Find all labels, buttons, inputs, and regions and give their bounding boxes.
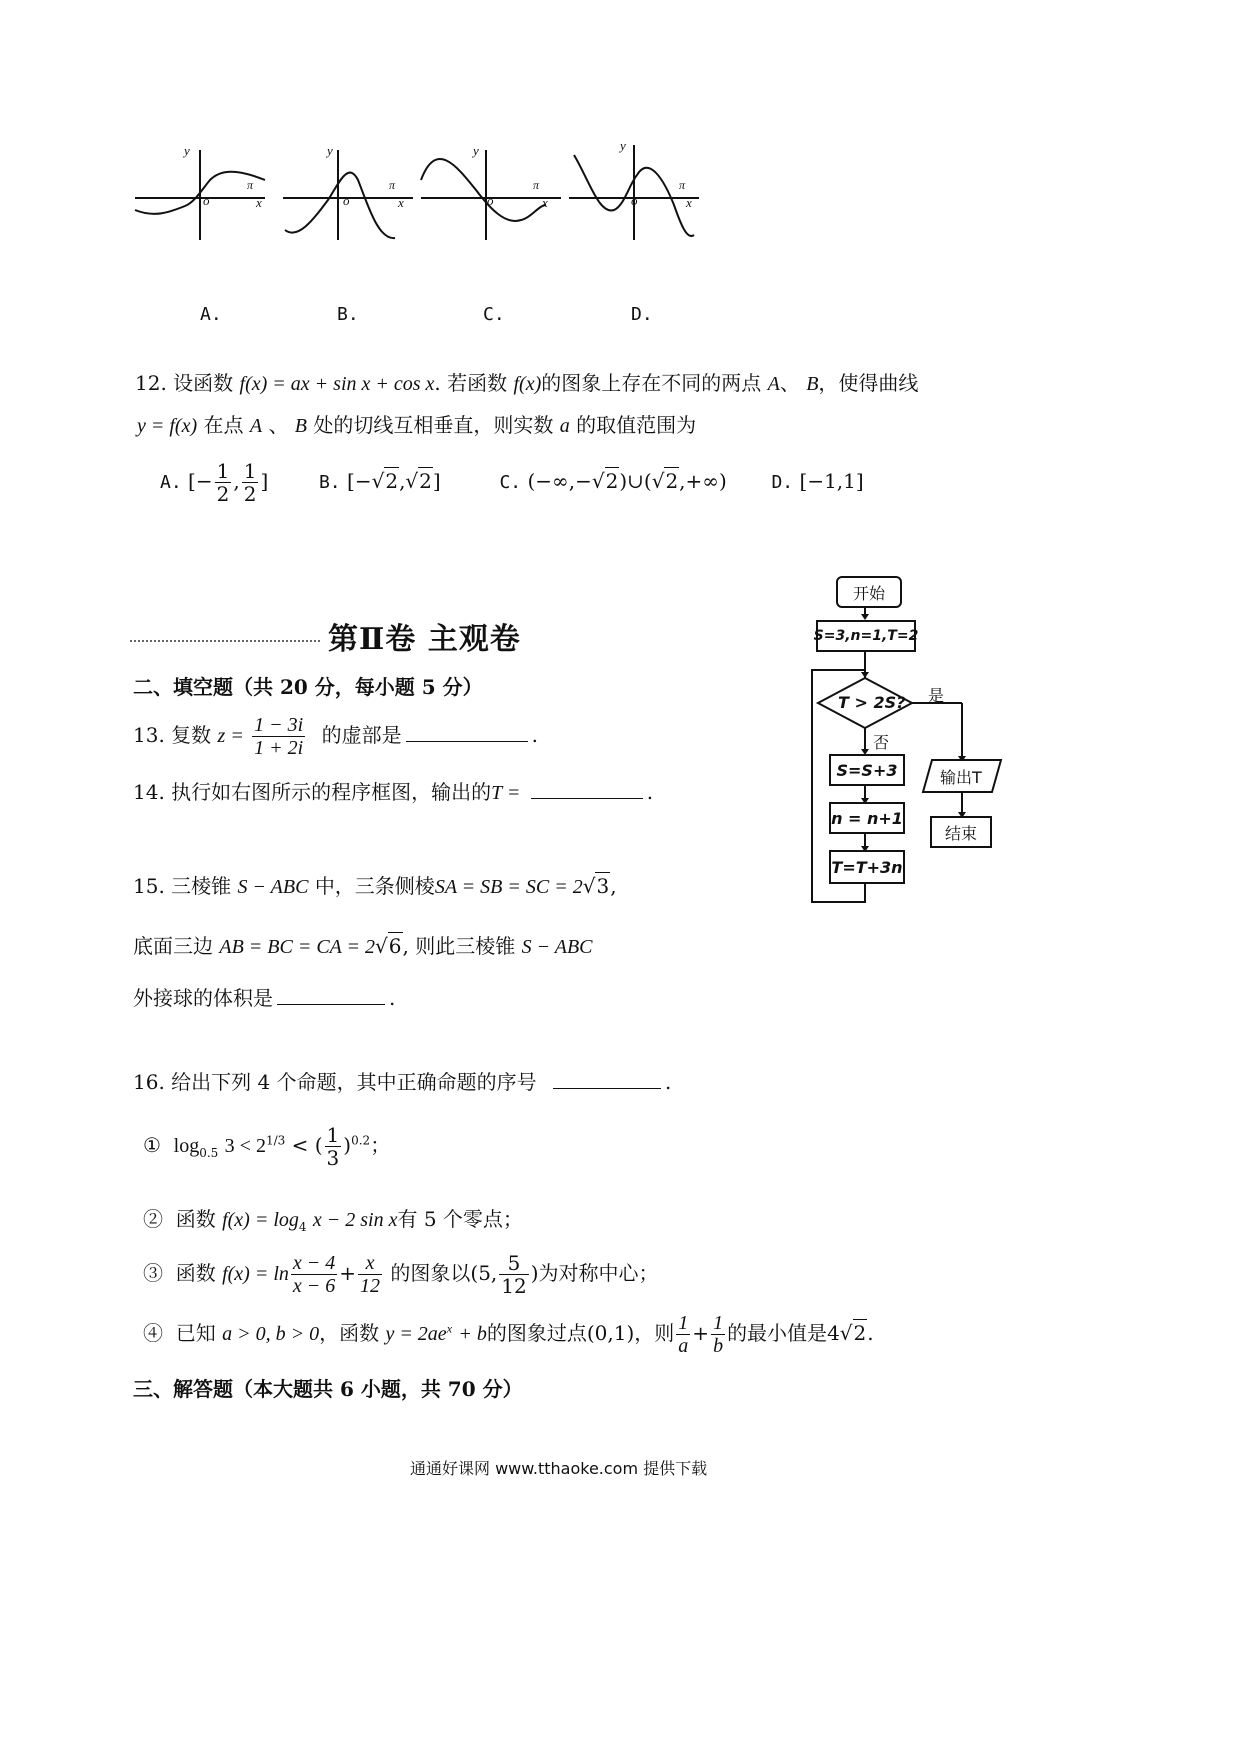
q12-text: ，使得曲线 [818,371,919,395]
q14-t: T = [491,782,521,804]
frac-num: 1 [713,1312,724,1334]
fill-in-heading: 二、填空题（共 20 分，每小题 5 分） [133,675,483,699]
q12-text: 处的切线互相垂直，则实数 [313,413,554,437]
item2-text: 函数 [175,1207,216,1231]
q16-item-3 [143,1252,659,1312]
exponent: 1/3 [265,1133,286,1148]
log-base: 0.5 [199,1146,219,1160]
q11-option-a: A. [200,304,222,325]
q15-text: 底面三边 [133,934,213,958]
q15-text: 外接球的体积是 [133,986,273,1010]
q15-answer-blank[interactable] [277,984,385,1005]
graph-b-y-label: y [327,143,333,158]
q14 [133,778,653,806]
q13-answer-blank[interactable] [406,721,528,742]
point-a: A [249,415,263,437]
item3-function: f(x) = ln [222,1263,289,1285]
frac-num: x − 4 [292,1252,336,1274]
q11-graphs [125,140,725,280]
q13-text: 复数 [171,723,212,747]
item-marker-3: ③ [143,1261,163,1285]
point-b: B [806,373,819,395]
q12-option-c-label: C. [499,472,522,493]
flowchart-yes-label: 是 [928,686,945,705]
q13-numerator: 1 − 3i [254,714,304,736]
q12-number: 12. [135,371,167,395]
q16-item-1 [143,1124,390,1176]
q15-text: 中，三条侧棱 [314,874,435,898]
item4-text: 的图象过点 [486,1321,587,1345]
frac-den: 12 [360,1275,381,1297]
graph-d-x-label: x [686,195,692,210]
min-value: 4 [827,1321,840,1345]
graph-a [135,150,265,240]
q14-answer-blank[interactable] [531,778,643,799]
graph-c-y-label: y [473,143,479,158]
q14-number: 14. [133,780,165,804]
q11-option-c: C. [483,304,505,325]
frac-den: b [713,1335,724,1357]
plus: + [692,1321,710,1345]
item4-text: 已知 [175,1321,216,1345]
flowchart-s-update: S=S+3 [829,754,905,786]
frac-num: 5 [499,1252,528,1275]
q15-edges: SA = SB = SC = 2 [434,876,583,898]
q12-text: . 若函数 [434,371,508,395]
point-a: A [767,373,780,395]
flowchart-condition: T > 2S? [838,693,906,712]
q12-sep: 、 [779,371,800,395]
flowchart-n-update: n = n+1 [829,802,905,834]
graph-a-pi-label: π [247,178,254,192]
flowchart-output: 输出T [940,768,982,787]
q12-line1 [135,370,918,397]
center-point: ) [530,1261,539,1285]
q15-text: , 则此三棱锥 [402,934,516,958]
q15-radicand: 6 [388,934,402,958]
q16-number: 16. [133,1070,165,1094]
q12-option-d-value: [−1,1] [799,469,864,493]
item4-condition: a > 0, b > 0 [222,1323,320,1345]
q15-number: 15. [133,874,165,898]
q16-item-4: ④ 已知 a > 0, b > 0，函数 $y = 2ae^x + b$的图象过点(0,1)，则 $\frac{1}{a}$ + $\frac{1}{b}$ 的最小值是4√2. [143,1312,874,1357]
q16-text: 给出下列 4 个命题，其中正确命题的序号 [171,1070,537,1094]
q11-option-d: D. [631,304,653,325]
q15-line1: 15. 三棱锥 S − ABC 中，三条侧棱SA = SB = SC = 2√3, [133,874,617,898]
item2-function: x − 2 sin x [312,1209,398,1231]
graph-b-origin-label: o [343,193,350,208]
graph-d-y-label: y [620,138,626,153]
item4-text: ，则 [634,1321,675,1345]
log-base: 4 [298,1220,307,1234]
item4-text: ，函数 [319,1321,380,1345]
flowchart-init: S=3,n=1,T=2 [816,620,916,652]
answer-heading: 三、解答题（本大题共 6 小题，共 70 分） [133,1377,523,1401]
graph-c-pi-label: π [533,178,540,192]
q13-end: . [531,723,538,747]
item4-point: (0,1) [586,1321,635,1345]
item2-text: 有 5 个零点； [397,1207,523,1231]
q16-item-2 [143,1206,523,1240]
graph-c-x-label: x [542,195,548,210]
frac-den: 12 [501,1274,527,1298]
frac-num: 1 [326,1123,340,1147]
center-point: (5, [470,1261,498,1285]
q12-line2 [137,412,696,439]
flowchart-t-update: T=T+3n [829,850,905,884]
q12-text: 的图象上存在不同的两点 [541,371,762,395]
q12-option-d-label: D. [771,472,794,493]
item-marker-1: ① [143,1133,161,1157]
item3-text: 的图象以 [390,1261,471,1285]
var-a: a [559,415,570,437]
q16-end: . [664,1070,672,1094]
item-end: . [867,1321,874,1345]
item4-function: y = 2ae [385,1323,447,1345]
item4-function: + b [458,1323,487,1345]
q15-pyramid: S − ABC [521,936,593,958]
item3-text: 为对称中心； [538,1261,659,1285]
q15-end: . [389,986,396,1010]
log-symbol: log [173,1135,200,1157]
graph-d-origin-label: o [631,193,638,208]
q12-text: 的取值范围为 [576,413,697,437]
q13-fraction [252,714,305,759]
q12-option-c-value: (−∞,−√2)∪(√2,+∞) [527,469,727,493]
flowchart-end: 结束 [930,816,992,848]
q12-option-b-label: B. [318,472,341,493]
q13 [133,714,538,759]
q12-curve: y = f(x) [137,415,198,437]
graph-a-y-label: y [184,143,190,158]
q12-sep: 、 [268,413,289,437]
footer-source: 通通好课网 www.tthaoke.com 提供下载 [410,1459,708,1478]
graph-d-pi-label: π [679,178,686,192]
item1-expr: 3 < 2 [224,1135,266,1157]
point-b: B [294,415,308,437]
q12-function: f(x) = ax + sin x + cos x [239,373,435,395]
q11-option-b: B. [337,304,359,325]
q16-answer-blank[interactable] [553,1068,661,1089]
q12-fx: f(x) [513,373,542,395]
item3-text: 函数 [175,1261,216,1285]
q12-text: 设函数 [173,371,234,395]
q12-text: 在点 [203,413,244,437]
radicand: 2 [853,1321,867,1345]
q15-comma: , [610,874,617,898]
flowchart-start: 开始 [836,576,902,608]
q13-number: 13. [133,723,165,747]
q12-option-a-label: A. [160,472,182,493]
frac-num: 1 [678,1312,689,1334]
q14-end: . [646,780,654,804]
q13-z: z = [217,725,244,747]
q12-options [160,460,864,520]
item-marker-4: ④ [143,1321,163,1345]
graph-a-origin-label: o [203,193,210,208]
title-dotted-rule [130,640,320,642]
section-title: 第Ⅱ卷 主观卷 [328,622,521,657]
paren: ) [343,1133,352,1157]
item4-text: 的最小值是 [727,1321,828,1345]
graph-b-pi-label: π [389,178,396,192]
frac-den: 3 [326,1146,340,1170]
frac-den: a [678,1335,689,1357]
q15-base-edges: AB = BC = CA = 2 [219,936,376,958]
q15-line2: 底面三边 AB = BC = CA = 2√6, 则此三棱锥 S − ABC [133,934,593,958]
q15-line3 [133,984,395,1011]
q13-denominator: 1 + 2i [254,737,304,759]
exponent: 0.2 [351,1133,371,1148]
q16-stem [133,1068,671,1095]
graph-a-x-label: x [256,195,262,210]
q15-pyramid: S − ABC [237,876,309,898]
q12-option-a-value: [− $\frac{1}{2}$ , $\frac{1}{2}$ ] [188,459,269,506]
frac-num: x [358,1252,382,1275]
q15-text: 三棱锥 [171,874,232,898]
q12-option-b-value: [−√2,√2] [347,469,441,493]
plus: + [339,1261,357,1285]
exponent: x [446,1321,453,1336]
item-end: ； [370,1133,391,1157]
q15-radicand: 3 [596,874,610,898]
q14-text: 执行如右图所示的程序框图，输出的 [171,780,492,804]
flowchart-no-label: 否 [873,733,890,752]
graph-b-x-label: x [398,195,404,210]
item-marker-2: ② [143,1207,163,1231]
item1-expr: < ( [291,1133,323,1157]
q13-text: 的虚部是 [321,723,402,747]
graph-c-origin-label: o [487,193,494,208]
frac-den: x − 6 [292,1275,336,1297]
item2-function: f(x) = log [222,1209,299,1231]
